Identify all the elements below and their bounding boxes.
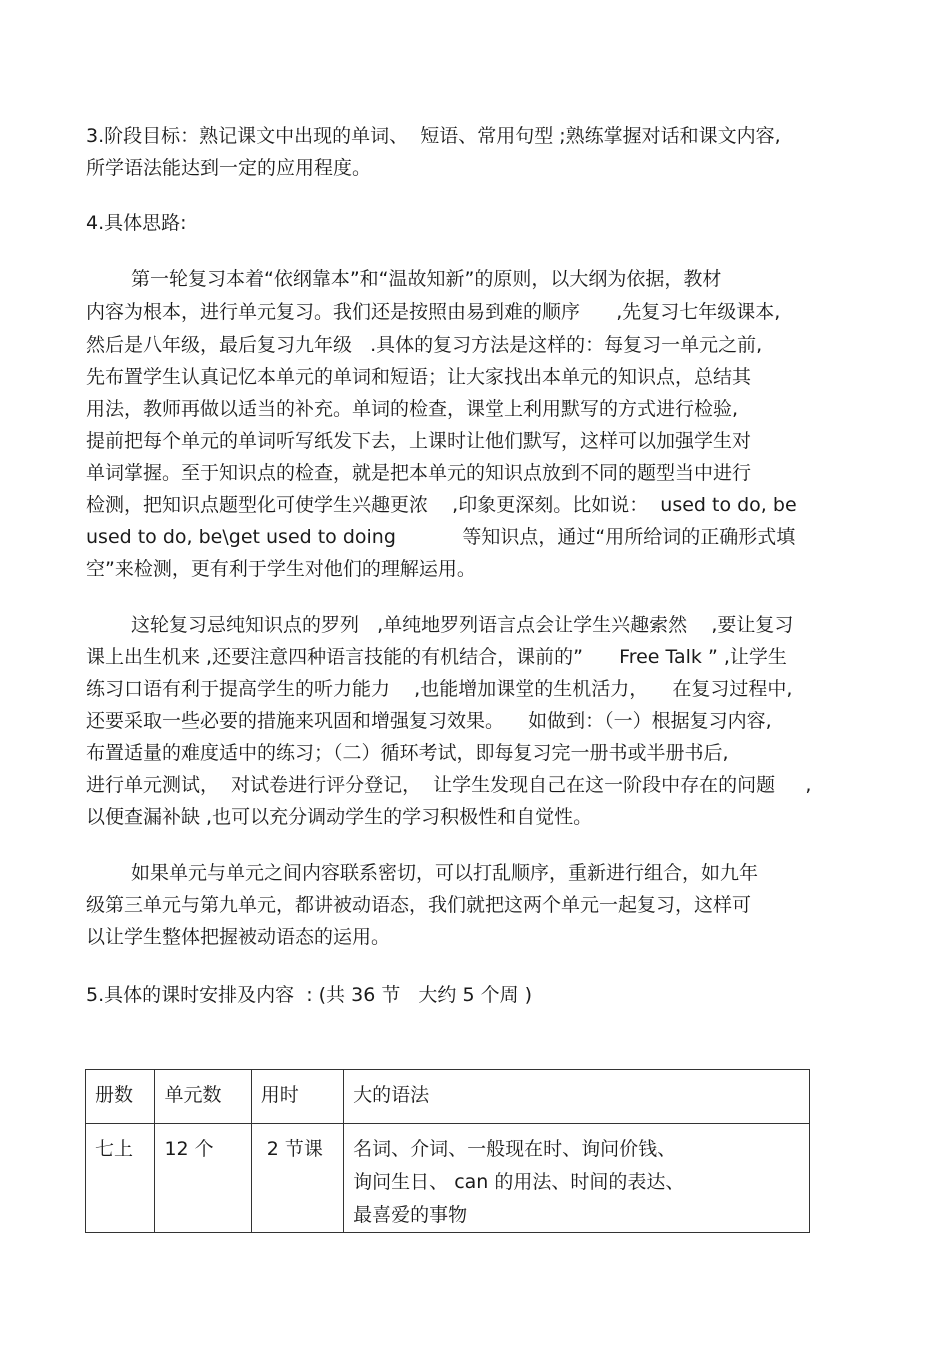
row-book: 七上	[95, 1138, 134, 1160]
para1-line-3: 然后是八年级，最后复习九年级 .具体的复习方法是这样的：每复习一单元之前,	[86, 334, 763, 356]
section3-line-2: 所学语法能达到一定的应用程度。	[86, 157, 372, 179]
cell-grammar	[344, 1124, 810, 1233]
header-cell-grammar	[344, 1070, 810, 1124]
para1-line-2: 内容为根本，进行单元复习。我们还是按照由易到难的顺序 ,先复习七年级课本,	[86, 301, 781, 323]
para2-line-6: 进行单元测试， 对试卷进行评分登记， 让学生发现自己在这一阶段中存在的问题 ,	[86, 774, 812, 796]
schedule-table	[85, 1069, 810, 1233]
header-cell-time	[251, 1070, 343, 1124]
header-book: 册数	[95, 1084, 134, 1106]
para1-line-9: used to do, be\get used to doing 等知识点，通过“用所给词的正确形式填	[86, 526, 796, 548]
row-units: 12 个	[164, 1138, 214, 1160]
header-cell-book	[86, 1070, 155, 1124]
para1-line-1: 第一轮复习本着“依纲靠本”和“温故知新”的原则，以大纲为依据，教材	[131, 268, 722, 290]
para2-line-2: 课上出生机来 ,还要注意四种语言技能的有机结合，课前的” Free Talk ” ,让学生	[86, 646, 787, 668]
para3-line-1: 如果单元与单元之间内容联系密切，可以打乱顺序，重新进行组合，如九年	[131, 862, 759, 884]
cell-units	[155, 1124, 251, 1233]
para1-line-4: 先布置学生认真记忆本单元的单词和短语；让大家找出本单元的知识点，总结其	[86, 366, 752, 388]
cell-book	[86, 1124, 155, 1233]
para3-line-3: 以让学生整体把握被动语态的运用。	[86, 926, 391, 948]
header-cell-units	[155, 1070, 251, 1124]
section3-line-1: 3.阶段目标：熟记课文中出现的单词、 短语、常用句型 ;熟练掌握对话和课文内容,	[86, 125, 781, 147]
header-time: 用时	[260, 1084, 299, 1106]
para2-line-3: 练习口语有利于提高学生的听力能力 ,也能增加课堂的生机活力， 在复习过程中,	[86, 678, 793, 700]
para1-line-6: 提前把每个单元的单词听写纸发下去，上课时让他们默写，这样可以加强学生对	[86, 430, 752, 452]
para3-line-2: 级第三单元与第九单元，都讲被动语态，我们就把这两个单元一起复习，这样可	[86, 894, 752, 916]
para2-line-1: 这轮复习忌纯知识点的罗列 ,单纯地罗列语言点会让学生兴趣索然 ,要让复习	[131, 614, 794, 636]
section5-heading: 5.具体的课时安排及内容 : (共 36 节 大约 5 个周 )	[86, 984, 533, 1006]
section4-heading: 4.具体思路:	[86, 212, 187, 234]
header-grammar: 大的语法	[353, 1084, 430, 1106]
para1-line-8: 检测，把知识点题型化可使学生兴趣更浓 ,印象更深刻。比如说： used to do, be	[86, 494, 797, 516]
para1-line-5: 用法，教师再做以适当的补充。单词的检查，课堂上利用默写的方式进行检验,	[86, 398, 739, 420]
para1-line-7: 单词掌握。至于知识点的检查，就是把本单元的知识点放到不同的题型当中进行	[86, 462, 752, 484]
table-header-row	[86, 1070, 810, 1124]
para2-line-7: 以便查漏补缺 ,也可以充分调动学生的学习积极性和自觉性。	[86, 806, 593, 828]
table-row	[86, 1124, 810, 1233]
para2-line-5: 布置适量的难度适中的练习；（二）循环考试，即每复习完一册书或半册书后,	[86, 742, 729, 764]
row-time: 2 节课	[260, 1138, 323, 1160]
header-units: 单元数	[164, 1084, 222, 1106]
cell-time	[251, 1124, 343, 1233]
row-grammar: 名词、介词、一般现在时、询问价钱、 询问生日、 can 的用法、时间的表达、 最喜爱的事物	[353, 1138, 685, 1226]
para2-line-4: 还要采取一些必要的措施来巩固和增强复习效果。 如做到：（一）根据复习内容,	[86, 710, 772, 732]
para1-line-10: 空”来检测，更有利于学生对他们的理解运用。	[86, 558, 476, 580]
